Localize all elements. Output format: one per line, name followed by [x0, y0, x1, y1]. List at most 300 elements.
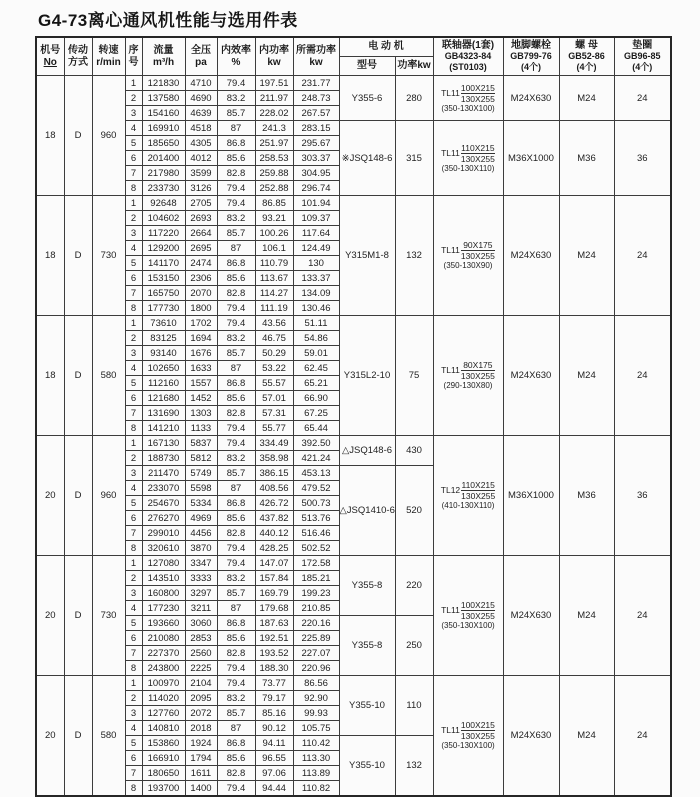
motor-model-cell: ※JSQ148-6: [339, 121, 395, 196]
required-power-cell: 113.89: [293, 766, 339, 781]
motor-model-cell: △JSQ148-6: [339, 436, 395, 466]
required-power-cell: 65.21: [293, 376, 339, 391]
inner-power-cell: 169.79: [255, 586, 293, 601]
machine-no-cell: 20: [36, 676, 64, 797]
washer-cell: 36: [614, 121, 671, 196]
inner-power-cell: 187.63: [255, 616, 293, 631]
table-row: [36, 556, 671, 571]
flow-cell: 210080: [142, 631, 185, 646]
seq-cell: 8: [125, 421, 142, 436]
speed-cell: 730: [92, 556, 125, 676]
required-power-cell: 130: [293, 256, 339, 271]
required-power-cell: 101.94: [293, 196, 339, 211]
pressure-cell: 2104: [185, 676, 217, 691]
inner-power-cell: 192.51: [255, 631, 293, 646]
drive-mode-cell: D: [64, 196, 92, 316]
machine-no-cell: 18: [36, 76, 64, 196]
required-power-cell: 117.64: [293, 226, 339, 241]
pressure-cell: 5837: [185, 436, 217, 451]
inner-power-cell: 334.49: [255, 436, 293, 451]
flow-cell: 131690: [142, 406, 185, 421]
pressure-cell: 1611: [185, 766, 217, 781]
flow-cell: 127080: [142, 556, 185, 571]
coupling-spec: TL11 90X175 130X255: [441, 240, 495, 261]
page: [0, 6, 700, 794]
flow-cell: 276270: [142, 511, 185, 526]
seq-cell: 1: [125, 436, 142, 451]
flow-cell: 140810: [142, 721, 185, 736]
motor-model-cell: Y355-10: [339, 676, 395, 736]
inner-power-cell: 179.68: [255, 601, 293, 616]
inner-power-cell: 46.75: [255, 331, 293, 346]
flow-cell: 243800: [142, 661, 185, 676]
motor-model-cell: Y315L2-10: [339, 316, 395, 436]
inner-power-cell: 228.02: [255, 106, 293, 121]
flow-cell: 165750: [142, 286, 185, 301]
inner-power-cell: 241.3: [255, 121, 293, 136]
inner-power-cell: 73.77: [255, 676, 293, 691]
coupling-note: (350-130X110): [441, 163, 495, 173]
seq-cell: 3: [125, 226, 142, 241]
efficiency-cell: 83.2: [217, 451, 255, 466]
anchor-bolt-cell: M24X630: [503, 316, 559, 436]
washer-cell: 24: [614, 676, 671, 797]
col-header-motor-model: 型号: [339, 57, 395, 76]
pressure-cell: 1452: [185, 391, 217, 406]
flow-cell: 177230: [142, 601, 185, 616]
coupling-note: (290-130X80): [443, 381, 493, 390]
nut-cell: M24: [559, 556, 614, 676]
pressure-cell: 4969: [185, 511, 217, 526]
efficiency-cell: 87: [217, 601, 255, 616]
inner-power-cell: 100.26: [255, 226, 293, 241]
inner-power-cell: 437.82: [255, 511, 293, 526]
washer-cell: 24: [614, 316, 671, 436]
seq-cell: 4: [125, 481, 142, 496]
seq-cell: 8: [125, 781, 142, 797]
required-power-cell: 220.16: [293, 616, 339, 631]
pressure-cell: 2095: [185, 691, 217, 706]
anchor-bolt-cell: M24X630: [503, 196, 559, 316]
seq-cell: 5: [125, 376, 142, 391]
pressure-cell: 1794: [185, 751, 217, 766]
coupling-cell: [433, 76, 503, 121]
coupling-spec: TL11 100X215 130X255: [441, 600, 495, 621]
pressure-cell: 3060: [185, 616, 217, 631]
required-power-cell: 92.90: [293, 691, 339, 706]
pressure-cell: 2695: [185, 241, 217, 256]
flow-cell: 129200: [142, 241, 185, 256]
col-header-washer: 垫圈 GB96-85 (4个): [614, 37, 671, 76]
col-header-drive: 传动 方式: [64, 37, 92, 76]
pressure-cell: 4012: [185, 151, 217, 166]
flow-cell: 102650: [142, 361, 185, 376]
seq-cell: 6: [125, 151, 142, 166]
coupling-note: (350-130X100): [441, 103, 495, 113]
inner-power-cell: 97.06: [255, 766, 293, 781]
motor-model-cell: Y355-10: [339, 736, 395, 797]
flow-cell: 121830: [142, 76, 185, 91]
pressure-cell: 1557: [185, 376, 217, 391]
pressure-cell: 2070: [185, 286, 217, 301]
drive-mode-cell: D: [64, 556, 92, 676]
flow-cell: 73610: [142, 316, 185, 331]
pressure-cell: 2705: [185, 196, 217, 211]
efficiency-cell: 86.8: [217, 376, 255, 391]
coupling-spec: TL11 100X215 130X255: [441, 720, 495, 741]
inner-power-cell: 50.29: [255, 346, 293, 361]
seq-cell: 6: [125, 511, 142, 526]
flow-cell: 92648: [142, 196, 185, 211]
nut-cell: M24: [559, 676, 614, 797]
required-power-cell: 303.37: [293, 151, 339, 166]
inner-power-cell: 386.15: [255, 466, 293, 481]
required-power-cell: 62.45: [293, 361, 339, 376]
pressure-cell: 4639: [185, 106, 217, 121]
seq-cell: 1: [125, 76, 142, 91]
efficiency-cell: 79.4: [217, 676, 255, 691]
efficiency-cell: 83.2: [217, 91, 255, 106]
pressure-cell: 5812: [185, 451, 217, 466]
seq-cell: 5: [125, 736, 142, 751]
inner-power-cell: 408.56: [255, 481, 293, 496]
coupling-spec: TL11 100X215 130X255: [441, 82, 495, 104]
inner-power-cell: 55.77: [255, 421, 293, 436]
efficiency-cell: 82.8: [217, 646, 255, 661]
col-header-efficiency: 内效率 %: [217, 37, 255, 76]
required-power-cell: 105.75: [293, 721, 339, 736]
col-header-seq: 序 号: [125, 37, 142, 76]
pressure-cell: 2693: [185, 211, 217, 226]
required-power-cell: 516.46: [293, 526, 339, 541]
efficiency-cell: 82.8: [217, 766, 255, 781]
drive-mode-cell: D: [64, 676, 92, 797]
motor-power-cell: 132: [395, 196, 433, 316]
seq-cell: 7: [125, 166, 142, 181]
efficiency-cell: 83.2: [217, 211, 255, 226]
efficiency-cell: 83.2: [217, 571, 255, 586]
seq-cell: 6: [125, 751, 142, 766]
inner-power-cell: 96.55: [255, 751, 293, 766]
inner-power-cell: 113.67: [255, 271, 293, 286]
pressure-cell: 5334: [185, 496, 217, 511]
efficiency-cell: 87: [217, 481, 255, 496]
seq-cell: 5: [125, 136, 142, 151]
flow-cell: 201400: [142, 151, 185, 166]
machine-no-cell: 18: [36, 196, 64, 316]
seq-cell: 4: [125, 721, 142, 736]
pressure-cell: 4456: [185, 526, 217, 541]
motor-power-cell: 250: [395, 616, 433, 676]
inner-power-cell: 43.56: [255, 316, 293, 331]
inner-power-cell: 258.53: [255, 151, 293, 166]
seq-cell: 2: [125, 91, 142, 106]
speed-cell: 960: [92, 436, 125, 556]
col-header-coupling: 联轴器(1套) GB4323-84 (ST0103): [433, 37, 503, 76]
flow-cell: 227370: [142, 646, 185, 661]
pressure-cell: 2306: [185, 271, 217, 286]
coupling-cell: [433, 196, 503, 316]
pressure-cell: 3347: [185, 556, 217, 571]
inner-power-cell: 86.85: [255, 196, 293, 211]
seq-cell: 1: [125, 196, 142, 211]
coupling-cell: [433, 676, 503, 797]
flow-cell: 137580: [142, 91, 185, 106]
required-power-cell: 283.15: [293, 121, 339, 136]
required-power-cell: 500.73: [293, 496, 339, 511]
inner-power-cell: 259.88: [255, 166, 293, 181]
seq-cell: 2: [125, 331, 142, 346]
seq-cell: 2: [125, 571, 142, 586]
efficiency-cell: 85.6: [217, 631, 255, 646]
drive-mode-cell: D: [64, 76, 92, 196]
required-power-cell: 109.37: [293, 211, 339, 226]
required-power-cell: 295.67: [293, 136, 339, 151]
efficiency-cell: 85.6: [217, 151, 255, 166]
seq-cell: 4: [125, 241, 142, 256]
seq-cell: 3: [125, 466, 142, 481]
flow-cell: 104602: [142, 211, 185, 226]
col-header-motor-power: 功率kw: [395, 57, 433, 76]
inner-power-cell: 197.51: [255, 76, 293, 91]
pressure-cell: 2474: [185, 256, 217, 271]
pressure-cell: 1924: [185, 736, 217, 751]
seq-cell: 7: [125, 286, 142, 301]
pressure-cell: 4518: [185, 121, 217, 136]
required-power-cell: 227.07: [293, 646, 339, 661]
col-header-machine-no: 机号 No: [36, 37, 64, 76]
coupling-spec: TL11 110X215 130X255: [441, 142, 495, 164]
efficiency-cell: 86.8: [217, 736, 255, 751]
washer-cell: 24: [614, 76, 671, 121]
flow-cell: 180650: [142, 766, 185, 781]
washer-cell: 36: [614, 436, 671, 556]
pressure-cell: 2560: [185, 646, 217, 661]
nut-cell: M24: [559, 316, 614, 436]
drive-mode-cell: D: [64, 316, 92, 436]
flow-cell: 177730: [142, 301, 185, 316]
pressure-cell: 1694: [185, 331, 217, 346]
efficiency-cell: 85.7: [217, 706, 255, 721]
flow-cell: 169910: [142, 121, 185, 136]
seq-cell: 7: [125, 406, 142, 421]
motor-power-cell: 280: [395, 76, 433, 121]
efficiency-cell: 82.8: [217, 166, 255, 181]
pressure-cell: 1800: [185, 301, 217, 316]
inner-power-cell: 251.97: [255, 136, 293, 151]
seq-cell: 5: [125, 256, 142, 271]
seq-cell: 8: [125, 541, 142, 556]
machine-no-cell: 20: [36, 436, 64, 556]
inner-power-cell: 111.19: [255, 301, 293, 316]
flow-cell: 93140: [142, 346, 185, 361]
speed-cell: 580: [92, 676, 125, 797]
flow-cell: 320610: [142, 541, 185, 556]
motor-power-cell: 220: [395, 556, 433, 616]
seq-cell: 8: [125, 301, 142, 316]
required-power-cell: 113.30: [293, 751, 339, 766]
efficiency-cell: 79.4: [217, 781, 255, 797]
coupling-note: (410-130X110): [441, 501, 495, 510]
flow-cell: 112160: [142, 376, 185, 391]
efficiency-cell: 85.7: [217, 226, 255, 241]
speed-cell: 960: [92, 76, 125, 196]
spec-table: [35, 36, 672, 797]
flow-cell: 153150: [142, 271, 185, 286]
inner-power-cell: 93.21: [255, 211, 293, 226]
motor-power-cell: 315: [395, 121, 433, 196]
seq-cell: 7: [125, 526, 142, 541]
table-row: [36, 76, 671, 91]
efficiency-cell: 83.2: [217, 691, 255, 706]
anchor-bolt-cell: M24X630: [503, 556, 559, 676]
required-power-cell: 51.11: [293, 316, 339, 331]
inner-power-cell: 114.27: [255, 286, 293, 301]
anchor-bolt-cell: M36X1000: [503, 436, 559, 556]
efficiency-cell: 86.8: [217, 256, 255, 271]
motor-model-cell: Y315M1-8: [339, 196, 395, 316]
required-power-cell: 99.93: [293, 706, 339, 721]
seq-cell: 1: [125, 676, 142, 691]
coupling-note: (350-130X90): [443, 261, 493, 270]
motor-model-cell: Y355-8: [339, 616, 395, 676]
seq-cell: 7: [125, 766, 142, 781]
flow-cell: 185650: [142, 136, 185, 151]
flow-cell: 100970: [142, 676, 185, 691]
pressure-cell: 3599: [185, 166, 217, 181]
inner-power-cell: 211.97: [255, 91, 293, 106]
seq-cell: 4: [125, 121, 142, 136]
inner-power-cell: 55.57: [255, 376, 293, 391]
washer-cell: 24: [614, 196, 671, 316]
seq-cell: 4: [125, 601, 142, 616]
required-power-cell: 133.37: [293, 271, 339, 286]
table-row: [36, 316, 671, 331]
flow-cell: 233070: [142, 481, 185, 496]
inner-power-cell: 426.72: [255, 496, 293, 511]
seq-cell: 2: [125, 211, 142, 226]
efficiency-cell: 79.4: [217, 541, 255, 556]
efficiency-cell: 79.4: [217, 181, 255, 196]
flow-cell: 83125: [142, 331, 185, 346]
efficiency-cell: 86.8: [217, 136, 255, 151]
required-power-cell: 220.96: [293, 661, 339, 676]
efficiency-cell: 79.4: [217, 661, 255, 676]
seq-cell: 4: [125, 361, 142, 376]
table-row: [36, 436, 671, 451]
required-power-cell: 421.24: [293, 451, 339, 466]
required-power-cell: 124.49: [293, 241, 339, 256]
flow-cell: 211470: [142, 466, 185, 481]
seq-cell: 7: [125, 646, 142, 661]
inner-power-cell: 428.25: [255, 541, 293, 556]
inner-power-cell: 94.44: [255, 781, 293, 797]
inner-power-cell: 106.1: [255, 241, 293, 256]
anchor-bolt-cell: M24X630: [503, 76, 559, 121]
col-header-required-power: 所需功率 kw: [293, 37, 339, 76]
col-header-nut: 螺 母 GB52-86 (4个): [559, 37, 614, 76]
pressure-cell: 4710: [185, 76, 217, 91]
efficiency-cell: 79.4: [217, 76, 255, 91]
motor-model-cell: △JSQ1410-6: [339, 466, 395, 556]
flow-cell: 166910: [142, 751, 185, 766]
machine-no-cell: 18: [36, 316, 64, 436]
anchor-bolt-cell: M36X1000: [503, 121, 559, 196]
required-power-cell: 231.77: [293, 76, 339, 91]
flow-cell: 217980: [142, 166, 185, 181]
efficiency-cell: 85.6: [217, 271, 255, 286]
pressure-cell: 2072: [185, 706, 217, 721]
pressure-cell: 4690: [185, 91, 217, 106]
col-header-pressure: 全压 pa: [185, 37, 217, 76]
efficiency-cell: 79.4: [217, 436, 255, 451]
pressure-cell: 1676: [185, 346, 217, 361]
flow-cell: 153860: [142, 736, 185, 751]
pressure-cell: 3126: [185, 181, 217, 196]
motor-model-cell: Y355-6: [339, 76, 395, 121]
pressure-cell: 3211: [185, 601, 217, 616]
required-power-cell: 185.21: [293, 571, 339, 586]
pressure-cell: 5598: [185, 481, 217, 496]
coupling-spec: TL11 80X175 130X255: [441, 360, 495, 381]
efficiency-cell: 85.6: [217, 511, 255, 526]
coupling-note: (350-130X100): [441, 621, 495, 630]
flow-cell: 254670: [142, 496, 185, 511]
required-power-cell: 110.82: [293, 781, 339, 797]
required-power-cell: 67.25: [293, 406, 339, 421]
seq-cell: 3: [125, 586, 142, 601]
efficiency-cell: 85.6: [217, 751, 255, 766]
pressure-cell: 2018: [185, 721, 217, 736]
inner-power-cell: 90.12: [255, 721, 293, 736]
speed-cell: 730: [92, 196, 125, 316]
flow-cell: 121680: [142, 391, 185, 406]
seq-cell: 3: [125, 706, 142, 721]
pressure-cell: 4305: [185, 136, 217, 151]
required-power-cell: 110.42: [293, 736, 339, 751]
flow-cell: 117220: [142, 226, 185, 241]
inner-power-cell: 57.01: [255, 391, 293, 406]
anchor-bolt-cell: M24X630: [503, 676, 559, 797]
inner-power-cell: 193.52: [255, 646, 293, 661]
required-power-cell: 248.73: [293, 91, 339, 106]
required-power-cell: 267.57: [293, 106, 339, 121]
inner-power-cell: 252.88: [255, 181, 293, 196]
pressure-cell: 1702: [185, 316, 217, 331]
efficiency-cell: 85.7: [217, 346, 255, 361]
efficiency-cell: 83.2: [217, 331, 255, 346]
efficiency-cell: 86.8: [217, 616, 255, 631]
required-power-cell: 453.13: [293, 466, 339, 481]
flow-cell: 143510: [142, 571, 185, 586]
required-power-cell: 502.52: [293, 541, 339, 556]
inner-power-cell: 147.07: [255, 556, 293, 571]
efficiency-cell: 79.4: [217, 316, 255, 331]
coupling-cell: [433, 316, 503, 436]
flow-cell: 299010: [142, 526, 185, 541]
table-row: [36, 196, 671, 211]
drive-mode-cell: D: [64, 436, 92, 556]
table-header: [36, 37, 671, 76]
inner-power-cell: 188.30: [255, 661, 293, 676]
required-power-cell: 59.01: [293, 346, 339, 361]
flow-cell: 141170: [142, 256, 185, 271]
coupling-cell: [433, 556, 503, 676]
seq-cell: 5: [125, 496, 142, 511]
required-power-cell: 210.85: [293, 601, 339, 616]
coupling-cell: [433, 121, 503, 196]
required-power-cell: 66.90: [293, 391, 339, 406]
